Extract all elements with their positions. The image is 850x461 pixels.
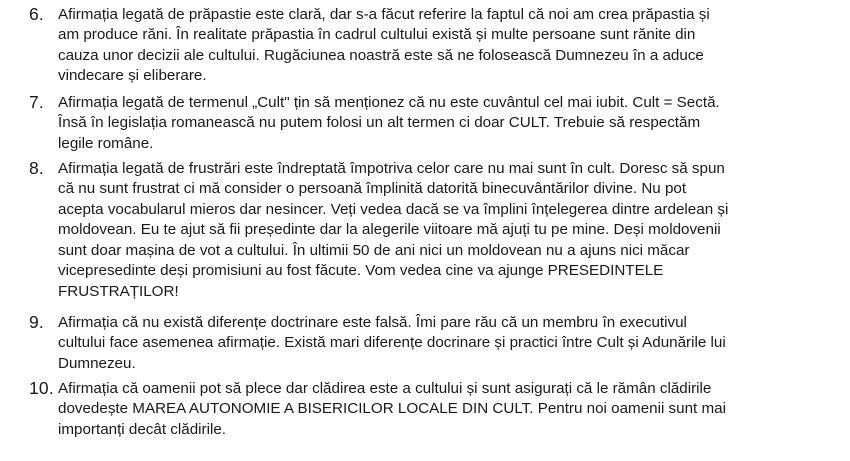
paragraph-line: Afirmația legată de prăpastie este clară, dar s-a făcut referire la faptul că noi am crea prăpastia și — [58, 6, 710, 23]
item-number: 7. — [29, 92, 44, 112]
item-number: 10. — [29, 378, 54, 398]
paragraph-line: Afirmația că nu există diferențe doctrinare este falsă. Îmi pare rău că un membru în executivul — [58, 314, 687, 331]
paragraph-line: dovedește MAREA AUTONOMIE A BISERICILOR LOCALE DIN CULT. Pentru noi oamenii sunt mai — [58, 400, 726, 417]
item-number: 9. — [29, 312, 44, 332]
paragraph-line: Dumnezeu. — [58, 355, 136, 372]
paragraph-line: Afirmația legată de termenul „Cult" țin să menționez că nu este cuvântul cel mai iubit. Cult = Sectă. — [58, 94, 720, 111]
paragraph-line: cauza unor decizii ale cultului. Rugăciunea noastră este să ne folosească Dumnezeu în a aduce — [58, 47, 704, 64]
paragraph-line: Afirmația că oamenii pot să plece dar clădirea este a cultului și sunt asigurați că le rămân clădirile — [58, 380, 712, 397]
paragraph-line: vindecare și eliberare. — [58, 67, 207, 84]
paragraph-line: sunt doar mașina de vot a cultului. În ultimii 50 de ani nici un moldovean nu a ajuns nici măcar — [58, 242, 690, 259]
paragraph-line: legile române. — [58, 135, 154, 152]
paragraph-line: importanți decât clădirile. — [58, 421, 226, 438]
paragraph-line: acepta vocabularul mieros dar nesincer. Veți vedea dacă se va împlini înțelegerea dintre ardelean și — [58, 201, 729, 218]
item-number: 6. — [29, 4, 44, 24]
item-number: 8. — [29, 158, 44, 178]
paragraph-line: cultului face asemenea afirmație. Există mari diferențe docrinare și practici între Cult și Adunările lui — [58, 334, 726, 351]
paragraph-line: Însă în legislația romanească nu putem folosi un alt termen ci doar CULT. Trebuie să respectăm — [58, 114, 701, 131]
paragraph-line: FRUSTRAȚILOR! — [58, 283, 179, 300]
paragraph-line: Afirmația legată de frustrări este îndreptată împotriva celor care nu mai sunt în cult. Doresc să spun — [58, 160, 725, 177]
paragraph-line: că nu sunt frustrat ci mă consider o persoană împlinită datorită binecuvântărilor divine. Nu pot — [58, 180, 687, 197]
paragraph-line: moldovean. Eu te ajut să fii președinte dar la alegerile viitoare mă ajuți tu pe mine. Deși moldovenii — [58, 221, 721, 238]
paragraph-line: am produce răni. În realitate prăpastia în cadrul cultului există și multe persoane sunt rănite din — [58, 26, 696, 43]
paragraph-line: vicepresedinte deși promisiuni au fost făcute. Vom vedea cine va ajunge PRESEDINTELE — [58, 262, 664, 279]
